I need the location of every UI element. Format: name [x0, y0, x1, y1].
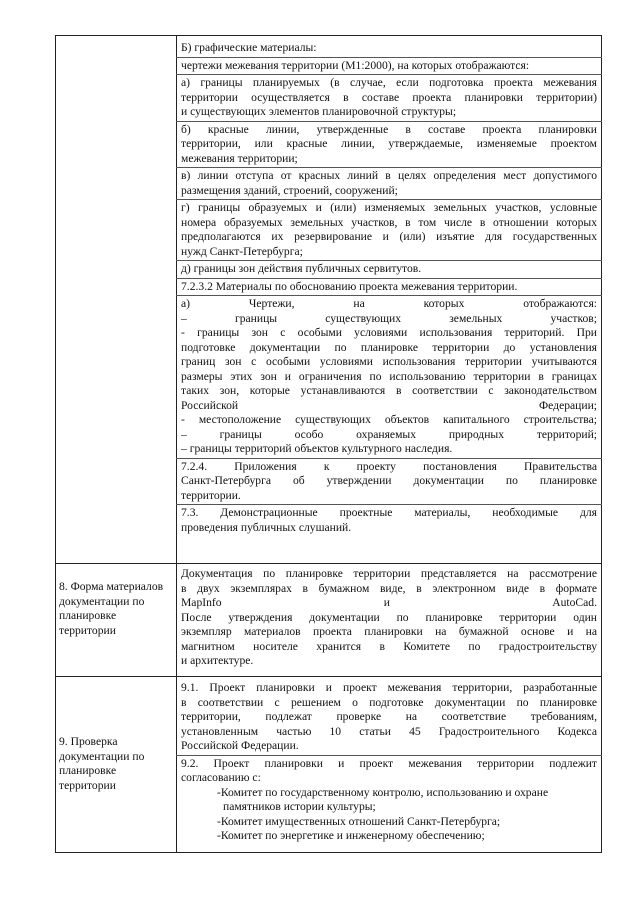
text-line: согласованию с:: [181, 771, 261, 784]
text-line: подготовке документации по планировке территории до установления: [181, 340, 597, 354]
text-line: нужд Санкт-Петербурга;: [181, 244, 303, 258]
approval-list-item: памятников истории культуры;: [223, 800, 376, 813]
text-line: размещения зданий, строений, сооружений;: [181, 183, 398, 197]
section7-paragraph: [176, 168, 602, 200]
text-line: Санкт-Петербурга об утверждении документации по планировке: [181, 474, 597, 487]
section8-content: [176, 566, 602, 670]
text-line: территории, или красные линии, утверждаемые, изменяемые проектом: [181, 137, 597, 150]
approval-list-item: -Комитет имущественных отношений Санкт-Петербурга;: [217, 814, 501, 828]
text-line: таких зон, которые устанавливаются в соответствии с законодательством: [181, 384, 597, 397]
text-line: б) красные линии, утвержденные в составе проекта планировки: [181, 122, 597, 136]
text-line: чертежи межевания территории (М1:2000), на которых отображаются:: [181, 58, 530, 72]
text-line: в соответствии с решением о подготовке документации по планировке: [181, 695, 597, 709]
approval-list-item: -Комитет по энергетике и инженерному обеспечению;: [217, 829, 485, 842]
text-line: территории.: [181, 488, 241, 502]
section7-content: [176, 40, 602, 536]
text-line: Российской Федерации;: [181, 398, 597, 412]
approval-list-item: -Комитет по государственному контролю, использованию и охране: [217, 785, 549, 799]
text-line: установленным частью 10 статьи 45 Градостроительного Кодекса: [181, 724, 597, 738]
text-line: размеры этих зон и ограничения по использованию территории в границах: [181, 369, 597, 383]
text-line: а) Чертежи, на которых отображаются:: [181, 297, 597, 310]
text-line: – границы особо охраняемых природных территорий;: [181, 427, 597, 441]
text-line: и существующих элементов планировочной структуры;: [181, 105, 457, 118]
text-line: территории осуществляется в составе проекта планировки территории): [181, 90, 597, 104]
text-line: 7.2.3.2 Материалы по обоснованию проекта межевания территории.: [181, 279, 518, 293]
text-line: номера образуемых земельных участков, в том числе в отношении которых: [181, 215, 597, 229]
text-line: Российской Федерации.: [181, 739, 299, 752]
text-line: MapInfo и AutoCad.: [181, 596, 597, 609]
text-line: Б) графические материалы:: [181, 41, 317, 54]
text-line: 7.2.4. Приложения к проекту постановления Правительства: [181, 459, 597, 473]
text-line: – границы территорий объектов культурного наследия.: [181, 442, 453, 455]
section7-paragraph: [176, 261, 602, 279]
section9-label: 9. Проверка документации по планировке территории: [59, 735, 145, 792]
text-line: После утверждения документации по планировке территории один: [181, 610, 597, 624]
section7-paragraph: [176, 279, 602, 297]
text-line: межевания территории;: [181, 151, 298, 165]
text-line: а) границы планируемых (в случае, если подготовка проекта межевания: [181, 76, 597, 89]
text-line: - местоположение существующих объектов капитального строительства;: [181, 413, 597, 426]
section7-paragraph: [176, 122, 602, 169]
section8-label: 8. Форма материалов документации по планировке территории: [59, 580, 164, 637]
text-line: г) границы образуемых и (или) изменяемых земельных участков, условные: [181, 201, 597, 214]
row-divider-9: [55, 676, 602, 677]
section7-paragraph: [176, 505, 602, 536]
section7-paragraph: [176, 40, 602, 58]
section9-content: [176, 680, 602, 845]
section9-paragraph-1: [176, 680, 602, 756]
text-line: территории, подлежат проверке на соответствие требованиям,: [181, 710, 597, 723]
text-line: предполагаются их резервирование и (или) изъятие для государственных: [181, 230, 597, 243]
section9-paragraph-2: [176, 756, 602, 845]
text-line: и архитектуре.: [181, 654, 254, 667]
text-line: границ зон с особыми условиями использования территории учитываются: [181, 355, 597, 368]
text-line: д) границы зон действия публичных сервитутов.: [181, 262, 422, 275]
section7-paragraph: [176, 75, 602, 122]
text-line: в двух экземплярах в бумажном виде, в электронном виде в формате: [181, 581, 597, 595]
text-line: проведения публичных слушаний.: [181, 520, 352, 534]
row-divider-8: [55, 563, 602, 564]
text-line: – границы существующих земельных участков;: [181, 311, 597, 325]
section7-paragraph: [176, 459, 602, 506]
text-line: 9.1. Проект планировки и проект межевания территории, разработанные: [181, 681, 597, 694]
text-line: - границы зон с особыми условиями использования территорий. При: [181, 326, 597, 339]
text-line: 9.2. Проект планировки и проект межевания территории подлежит: [181, 756, 597, 770]
section7-paragraph: [176, 296, 602, 459]
text-line: в) линии отступа от красных линий в целях определения мест допустимого: [181, 169, 597, 182]
section7-paragraph: [176, 58, 602, 76]
text-line: 7.3. Демонстрационные проектные материалы, необходимые для: [181, 506, 597, 519]
text-line: экземпляр материалов проекта планировки на бумажной основе и на: [181, 625, 597, 638]
text-line: Документация по планировке территории представляется на рассмотрение: [181, 567, 597, 580]
text-line: магнитном носителе хранится в Комитете по градостроительству: [181, 639, 597, 653]
section7-paragraph: [176, 200, 602, 261]
